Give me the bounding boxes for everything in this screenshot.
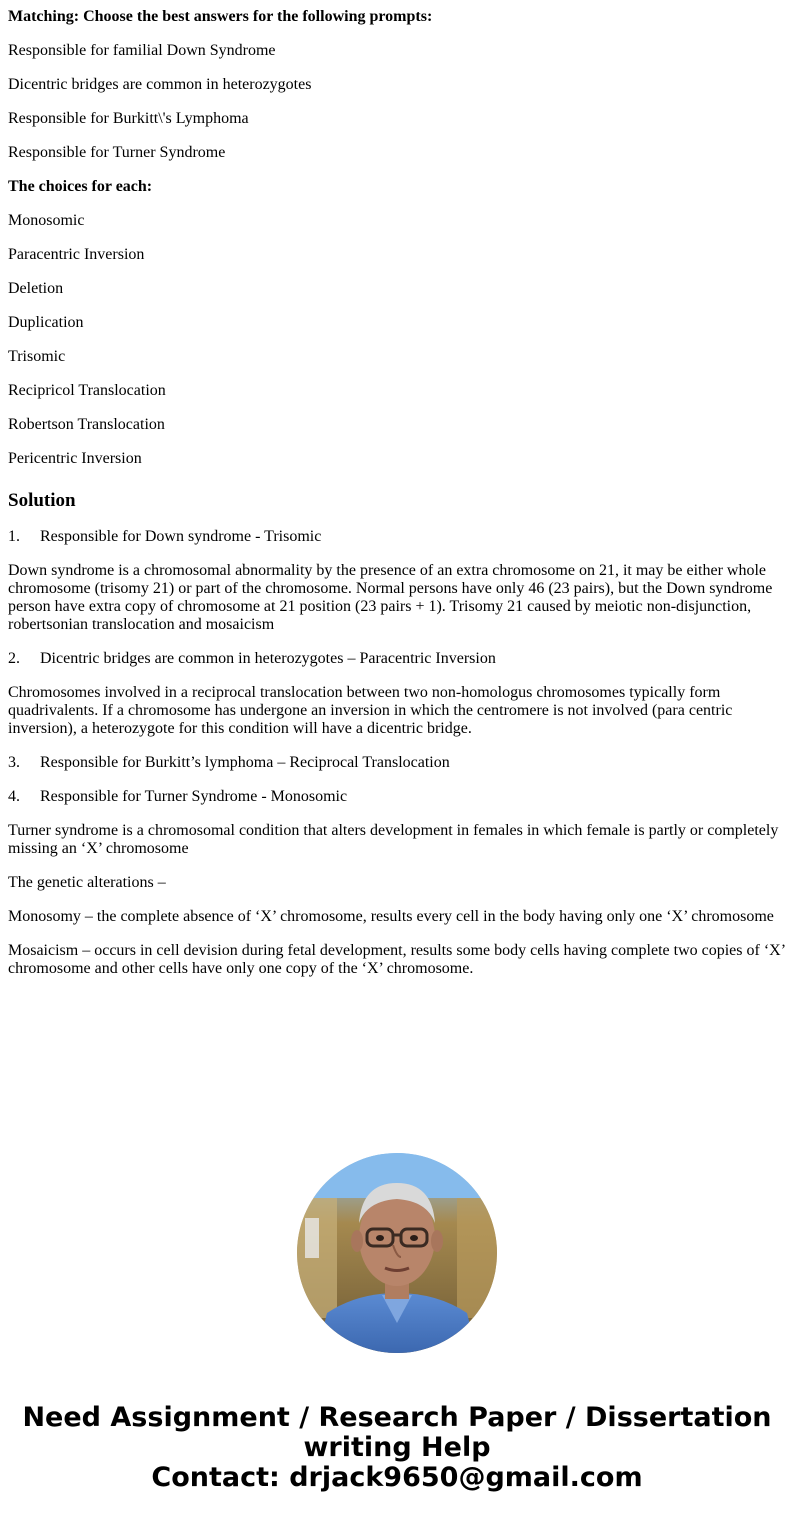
choices-heading: The choices for each: bbox=[8, 178, 153, 195]
footer-line: Need Assignment / Research Paper / Dissertation bbox=[22, 1402, 772, 1433]
prompt-item: Responsible for Turner Syndrome bbox=[8, 144, 226, 161]
answer-4 bbox=[8, 788, 786, 806]
footer-contact: Contact: drjack9650@gmail.com bbox=[151, 1462, 643, 1493]
choice-item: Paracentric Inversion bbox=[8, 246, 145, 263]
explanation-paragraph: Turner syndrome is a chromosomal condition that alters development in females in which female is partly or completely missing an ‘X’ chromosome bbox=[8, 822, 779, 857]
prompt-item: Responsible for familial Down Syndrome bbox=[8, 42, 276, 59]
explanation-paragraph: Mosaicism – occurs in cell devision during fetal development, results some body cells having complete two copies of ‘X’ chromosome and other cells have only one copy of the ‘X’ chromosome. bbox=[8, 942, 785, 977]
choice-item: Monosomic bbox=[8, 212, 85, 229]
answer-1 bbox=[8, 528, 786, 546]
choice-item: Pericentric Inversion bbox=[8, 450, 142, 467]
choice-item: Duplication bbox=[8, 314, 84, 331]
explanation-paragraph: Chromosomes involved in a reciprocal translocation between two non-homologus chromosomes typically form quadrivalents. If a chromosome has undergone an inversion in which the centromere is not involved (para centric inversion), a heterozygote for this condition will have a dicentric bridge. bbox=[8, 684, 733, 737]
answer-2 bbox=[8, 650, 786, 668]
choice-item: Trisomic bbox=[8, 348, 66, 365]
answer-number: 3. bbox=[8, 754, 20, 771]
answer-text: Dicentric bridges are common in heterozygotes – Paracentric Inversion bbox=[40, 650, 496, 667]
choice-item: Deletion bbox=[8, 280, 64, 297]
answer-3 bbox=[8, 754, 786, 772]
prompt-item: Dicentric bridges are common in heterozygotes bbox=[8, 76, 312, 93]
answer-number: 4. bbox=[8, 788, 20, 805]
author-portrait-image bbox=[297, 1153, 497, 1353]
explanation-paragraph: The genetic alterations – bbox=[8, 874, 166, 891]
solution-heading: Solution bbox=[8, 490, 76, 511]
footer-promo bbox=[0, 1403, 794, 1493]
answer-number: 1. bbox=[8, 528, 20, 545]
author-avatar bbox=[297, 1153, 497, 1353]
footer-line: writing Help bbox=[303, 1432, 491, 1463]
choice-item: Recipricol Translocation bbox=[8, 382, 166, 399]
choice-item: Robertson Translocation bbox=[8, 416, 165, 433]
answer-text: Responsible for Turner Syndrome - Monosomic bbox=[40, 788, 348, 805]
answer-text: Responsible for Down syndrome - Trisomic bbox=[40, 528, 322, 545]
answer-number: 2. bbox=[8, 650, 20, 667]
prompt-item: Responsible for Burkitt\'s Lymphoma bbox=[8, 110, 249, 127]
answer-text: Responsible for Burkitt’s lymphoma – Reciprocal Translocation bbox=[40, 754, 450, 771]
explanation-paragraph: Down syndrome is a chromosomal abnormality by the presence of an extra chromosome on 21, it may be either whole chromosome (trisomy 21) or part of the chromosome. Normal persons have only 46 (23 pairs), but the Down syndrome person have extra copy of chromosome at 21 position (23 pairs + 1). Trisomy 21 caused by meiotic non-disjunction, robertsonian translocation and mosaicism bbox=[8, 562, 773, 633]
question-heading: Matching: Choose the best answers for the following prompts: bbox=[8, 8, 433, 25]
document-body bbox=[8, 8, 786, 994]
explanation-paragraph: Monosomy – the complete absence of ‘X’ chromosome, results every cell in the body having only one ‘X’ chromosome bbox=[8, 908, 774, 925]
